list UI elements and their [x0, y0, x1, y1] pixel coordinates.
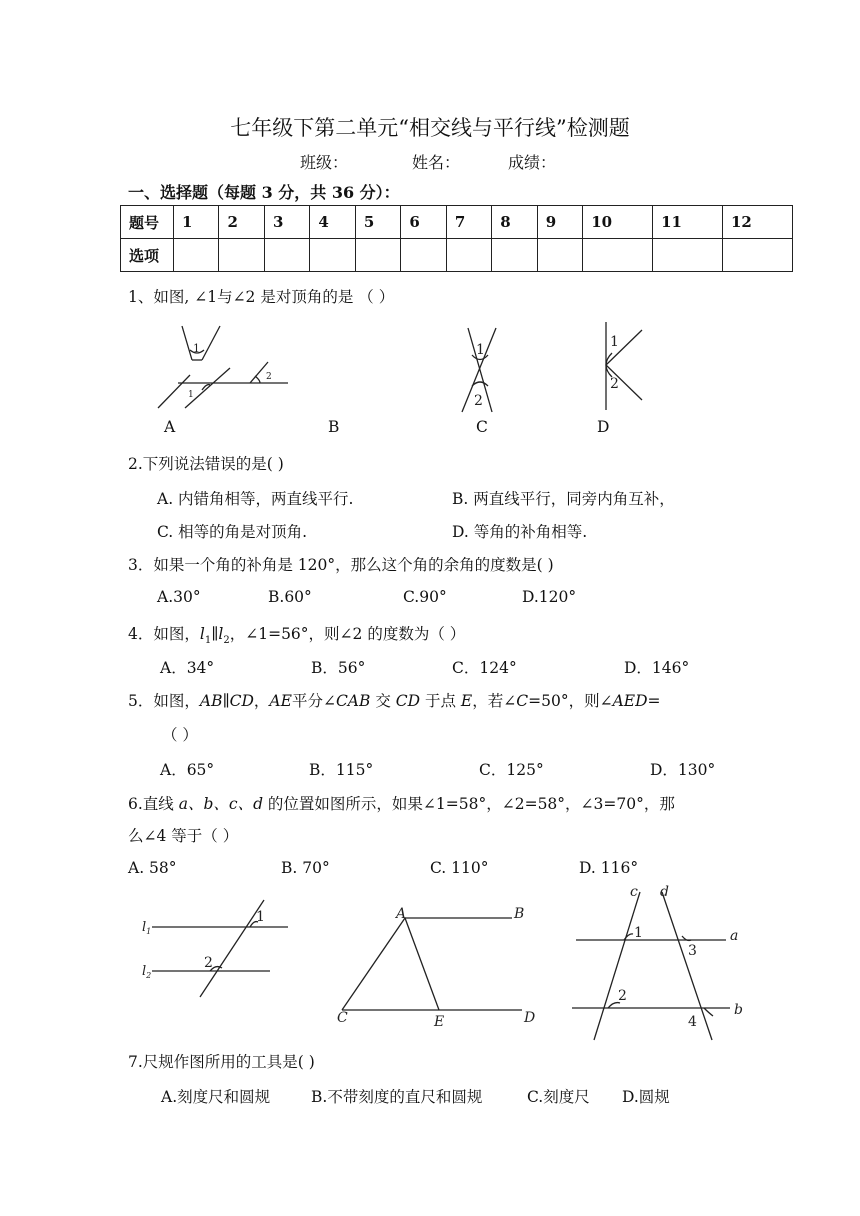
table-row-label: 题号	[121, 206, 174, 239]
q4-option-c[interactable]: C．124°	[452, 659, 517, 677]
question-number: 1	[174, 206, 219, 239]
question-6-stem-line1	[128, 792, 675, 814]
q2-option-b[interactable]: B. 两直线平行，同旁内角互补，	[452, 490, 675, 508]
q4-l1-sub: 1	[204, 635, 212, 647]
q6-fig-d: d	[660, 884, 669, 900]
question-number: 10	[583, 206, 653, 239]
q4-l2: l	[218, 625, 224, 643]
answer-cell[interactable]	[174, 239, 219, 272]
question-number: 6	[401, 206, 446, 239]
q3-option-a[interactable]: A.30°	[157, 588, 201, 606]
q2-option-d[interactable]: D. 等角的补角相等.	[452, 523, 588, 541]
q5-mid5: =50°，则∠	[528, 692, 613, 710]
question-number: 11	[653, 206, 723, 239]
table-row	[121, 239, 793, 272]
q4-option-a[interactable]: A．34°	[160, 659, 215, 677]
q5-mid: 平分∠	[291, 692, 336, 710]
q5-mid4: ，若∠	[472, 692, 517, 710]
q4-stem-b: ，∠1=56°，则∠2 的度数为（ ）	[229, 625, 466, 643]
q1-a-mark-1b: 1	[188, 390, 194, 400]
q6-option-c[interactable]: C. 110°	[430, 859, 489, 877]
q1-d-mark-1: 1	[610, 334, 619, 350]
q1-option-c[interactable]: C	[476, 418, 488, 436]
q5-figure	[337, 906, 535, 1030]
question-number: 3	[264, 206, 309, 239]
q4-fig-l2: $l_2$	[142, 964, 152, 980]
answer-table	[120, 205, 793, 272]
q5-option-a[interactable]: A．65°	[160, 761, 215, 779]
q4-option-b[interactable]: B．56°	[311, 659, 366, 677]
answer-cell[interactable]	[723, 239, 793, 272]
q6-stem-a: 6.直线	[128, 795, 179, 813]
q5-c: C	[516, 692, 529, 710]
q1-option-a[interactable]: A	[164, 418, 176, 436]
question-7-stem: 7.尺规作图所用的工具是( )	[128, 1053, 315, 1071]
q6-fig-mark-3: 3	[688, 943, 697, 959]
q4-stem-a: 4．如图，	[128, 625, 200, 643]
q5-fig-c: C	[337, 1010, 348, 1026]
q3-option-d[interactable]: D.120°	[522, 588, 577, 606]
q4-l2-sub: 2	[223, 635, 230, 647]
q6-fig-mark-4: 4	[688, 1014, 697, 1030]
question-6-stem-line2: 么∠4 等于（ ）	[128, 827, 239, 845]
q1-c-mark-1: 1	[476, 342, 485, 358]
q4-parallel: ∥	[211, 625, 219, 643]
q5-option-d[interactable]: D．130°	[650, 761, 716, 779]
question-number: 4	[310, 206, 355, 239]
question-number: 2	[219, 206, 264, 239]
q5-aed: AED	[612, 692, 648, 710]
page-title: 七年级下第二单元“相交线与平行线”检测题	[230, 116, 630, 140]
answer-cell[interactable]	[264, 239, 309, 272]
q7-option-b[interactable]: B.不带刻度的直尺和圆规	[311, 1088, 483, 1106]
answer-cell[interactable]	[401, 239, 446, 272]
q7-option-c[interactable]: C.刻度尺	[527, 1088, 590, 1106]
q6-lines: a、b、c、d	[178, 795, 263, 813]
q5-mid2: 交	[370, 692, 396, 710]
q6-figure	[572, 884, 743, 1040]
answer-cell[interactable]	[583, 239, 653, 272]
q5-eq: =	[647, 692, 661, 710]
q1-c-mark-2: 2	[474, 393, 483, 409]
question-4-stem	[128, 622, 465, 646]
q7-option-a[interactable]: A.刻度尺和圆规	[161, 1088, 271, 1106]
q2-option-c[interactable]: C. 相等的角是对顶角.	[157, 523, 308, 541]
q6-fig-c: c	[630, 884, 638, 900]
answer-cell[interactable]	[310, 239, 355, 272]
q3-option-b[interactable]: B.60°	[268, 588, 312, 606]
answer-cell[interactable]	[653, 239, 723, 272]
q4-q5-q6-figures	[130, 880, 770, 1030]
q6-option-a[interactable]: A. 58°	[128, 859, 177, 877]
q5-option-b[interactable]: B．115°	[309, 761, 374, 779]
q5-fig-a: A	[396, 906, 407, 922]
q1-figure-d	[606, 322, 642, 410]
name-label: 姓名：	[412, 153, 461, 172]
answer-cell[interactable]	[537, 239, 582, 272]
q6-fig-mark-2: 2	[618, 988, 627, 1004]
question-5-stem	[128, 689, 661, 711]
question-3-stem: 3．如果一个角的补角是 120°，那么这个角的余角的度数是( )	[128, 556, 554, 574]
q5-stem-a: 5．如图，	[128, 692, 200, 710]
class-label: 班级：	[300, 153, 349, 172]
q1-option-d[interactable]: D	[597, 418, 610, 436]
q6-fig-a: a	[730, 928, 739, 944]
q4-fig-mark-1: 1	[256, 909, 265, 925]
question-1-stem: 1、如图, ∠1与∠2 是对顶角的是 （ ）	[128, 288, 395, 306]
q5-ae: AE	[269, 692, 292, 710]
q6-option-b[interactable]: B. 70°	[281, 859, 330, 877]
section-heading: 一、选择题（每题 3 分，共 36 分）：	[128, 183, 400, 202]
q5-sep: ，	[253, 692, 270, 710]
q5-e: E	[460, 692, 473, 710]
q4-option-d[interactable]: D．146°	[624, 659, 690, 677]
q4-figure	[142, 900, 288, 997]
table-row	[121, 206, 793, 239]
question-number: 12	[723, 206, 793, 239]
q5-cd: CD	[395, 692, 421, 710]
question-number: 9	[537, 206, 582, 239]
answer-cell[interactable]	[219, 239, 264, 272]
q3-option-c[interactable]: C.90°	[403, 588, 447, 606]
question-number: 7	[446, 206, 491, 239]
q5-fig-e: E	[434, 1014, 445, 1030]
q1-a-mark-1: 1	[193, 342, 200, 355]
answer-cell[interactable]	[355, 239, 400, 272]
q5-answer-paren: （ ）	[162, 726, 198, 744]
q5-cab: CAB	[335, 692, 371, 710]
q1-d-mark-2: 2	[610, 376, 619, 392]
q5-fig-d: D	[524, 1010, 536, 1026]
question-number: 8	[492, 206, 537, 239]
score-label: 成绩：	[508, 153, 557, 172]
q6-stem-b: 的位置如图所示，如果∠1=58°，∠2=58°，∠3=70°，那	[263, 795, 675, 813]
q2-option-a[interactable]: A. 内错角相等，两直线平行.	[157, 490, 354, 508]
q5-option-c[interactable]: C．125°	[479, 761, 544, 779]
q4-fig-mark-2: 2	[204, 955, 213, 971]
q6-option-d[interactable]: D. 116°	[579, 859, 639, 877]
q5-fig-b: B	[514, 906, 525, 922]
answer-cell[interactable]	[446, 239, 491, 272]
q1-figure-a	[158, 326, 288, 408]
q5-ab-cd: AB∥CD	[199, 692, 254, 710]
q1-option-b[interactable]: B	[328, 418, 340, 436]
question-2-stem: 2.下列说法错误的是( )	[128, 455, 284, 473]
table-row-label: 选项	[121, 239, 174, 272]
q1-figures	[150, 320, 710, 415]
q6-fig-b: b	[734, 1002, 743, 1018]
answer-cell[interactable]	[492, 239, 537, 272]
q5-mid3: 于点	[420, 692, 461, 710]
question-number: 5	[355, 206, 400, 239]
q1-figure-c	[462, 328, 496, 412]
q4-l1: l	[199, 625, 205, 643]
q1-a-mark-2: 2	[266, 372, 272, 382]
q4-fig-l1: $l_1$	[142, 920, 152, 936]
q6-fig-mark-1: 1	[634, 925, 643, 941]
q7-option-d[interactable]: D.圆规	[622, 1088, 670, 1106]
